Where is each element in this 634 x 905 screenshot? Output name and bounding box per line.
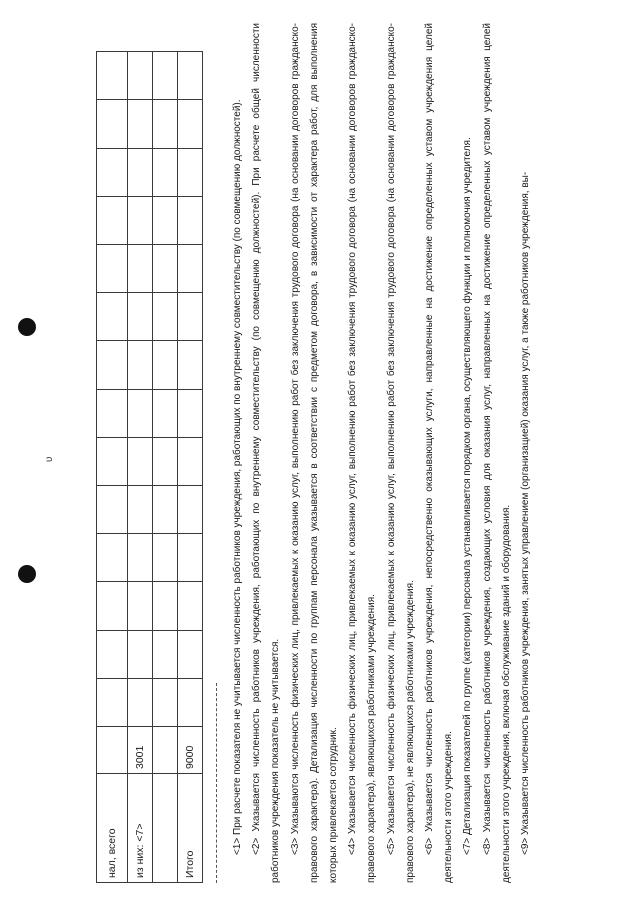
footnote-1: <1> При расчете показателя не учитывается численность работников учреждения, работающих по внутреннему совместительству (по совмещению должностей).	[232, 99, 243, 855]
table-cell	[97, 678, 128, 726]
table-cell	[178, 341, 203, 389]
table-cell	[153, 389, 178, 437]
table-cell	[178, 293, 203, 341]
footnote-4: <4> Указывается численность физических лиц, привлекаемых к оказанию услуг, выполнению работ без заключения трудового договора (на основании договоров гражданско-правового характера), являющихся работниками учреждения.	[347, 23, 378, 883]
staff-table	[96, 51, 203, 883]
table-row	[178, 52, 203, 883]
table-cell	[178, 630, 203, 678]
row-code	[153, 727, 178, 774]
table-cell	[178, 52, 203, 100]
table-cell	[97, 293, 128, 341]
table-cell	[153, 148, 178, 196]
row-code: 3001	[128, 727, 153, 774]
table-cell	[153, 582, 178, 630]
table-cell	[97, 534, 128, 582]
table-cell	[97, 389, 128, 437]
table-cell	[153, 485, 178, 533]
table-cell	[128, 52, 153, 100]
table-cell	[153, 341, 178, 389]
footnote-5: <5> Указывается численность физических лиц, привлекаемых к оказанию услуг, выполнению работ без заключения трудового договора (на основании договоров гражданско-правового характера), не являющихся работниками учреждения.	[385, 23, 416, 883]
table-cell	[178, 148, 203, 196]
footnote-8: <8> Указывается численность работников учреждения, создающих условия для оказания услуг, направленных на достижение определенных уставом учреждения целей деятельности этого учреждения, включая обслуживание зданий и оборудования.	[481, 23, 512, 883]
table-cell	[97, 148, 128, 196]
row-label: Итого	[178, 774, 203, 883]
table-cell	[153, 437, 178, 485]
table-cell	[128, 678, 153, 726]
table-cell	[178, 437, 203, 485]
table-cell	[153, 678, 178, 726]
table-cell	[97, 52, 128, 100]
row-label	[153, 774, 178, 883]
table-cell	[128, 630, 153, 678]
row-code	[97, 727, 128, 774]
table-cell	[97, 196, 128, 244]
table-cell	[128, 582, 153, 630]
table-cell	[178, 389, 203, 437]
table-cell	[128, 389, 153, 437]
footnote-3: <3> Указываются численность физических лиц, привлекаемых к оказанию услуг, выполнению работ без заключения трудового договора (на основании договоров гражданско-правового характера). Детализация численности по группам персонала указывается в соответствии с предметом договора, в зависимости от характера работ, для выполнения которых привлекается сотрудник.	[289, 23, 340, 883]
footnote-9: <9> Указывается численность работников учреждения, занятых управлением (организацией) оказания услуг, а также работников учреждения, вы-	[520, 171, 532, 855]
table-cell	[97, 437, 128, 485]
table-cell	[153, 534, 178, 582]
table-cell	[178, 485, 203, 533]
table-cell	[178, 244, 203, 292]
table-cell	[128, 148, 153, 196]
footnotes	[228, 23, 535, 883]
scan-mark: ʋ	[44, 456, 55, 462]
table-cell	[178, 534, 203, 582]
table-cell	[153, 293, 178, 341]
table-cell	[178, 678, 203, 726]
table-cell	[153, 52, 178, 100]
table-cell	[128, 485, 153, 533]
table-cell	[128, 293, 153, 341]
table-cell	[97, 100, 128, 148]
table-cell	[128, 437, 153, 485]
table-cell	[128, 244, 153, 292]
table-cell	[178, 196, 203, 244]
punch-hole-icon	[18, 318, 36, 336]
table-cell	[97, 244, 128, 292]
table-cell	[153, 244, 178, 292]
table-cell	[153, 630, 178, 678]
footnote-6: <6> Указывается численность работников учреждения, непосредственно оказывающих услуги, направленные на достижение определенных уставом учреждения целей деятельности этого учреждения.	[424, 23, 455, 883]
footnote-separator	[216, 683, 217, 883]
row-label: из них: <7>	[128, 774, 153, 883]
table-cell	[97, 485, 128, 533]
footnote-2: <2> Указывается численность работников учреждения, работающих по внутреннему совместительству (по совмещению должностей). При расчете общей численности работников учреждения показатель не учитывается.	[251, 23, 282, 883]
table-cell	[153, 196, 178, 244]
table-row	[128, 52, 153, 883]
row-code: 9000	[178, 727, 203, 774]
table-cell	[97, 341, 128, 389]
table-cell	[128, 534, 153, 582]
table-cell	[178, 582, 203, 630]
row-label: нал, всего	[97, 774, 128, 883]
table-row	[153, 52, 178, 883]
table-cell	[128, 341, 153, 389]
table-row	[97, 52, 128, 883]
table-cell	[128, 196, 153, 244]
footnote-7: <7> Детализация показателей по группе (категории) персонала устанавливается порядком органа, осуществляющего функции и полномочия учредителя.	[462, 137, 474, 855]
table-cell	[153, 100, 178, 148]
table-cell	[128, 100, 153, 148]
table-cell	[97, 582, 128, 630]
punch-hole-icon	[18, 565, 36, 583]
table-cell	[178, 100, 203, 148]
table-cell	[97, 630, 128, 678]
